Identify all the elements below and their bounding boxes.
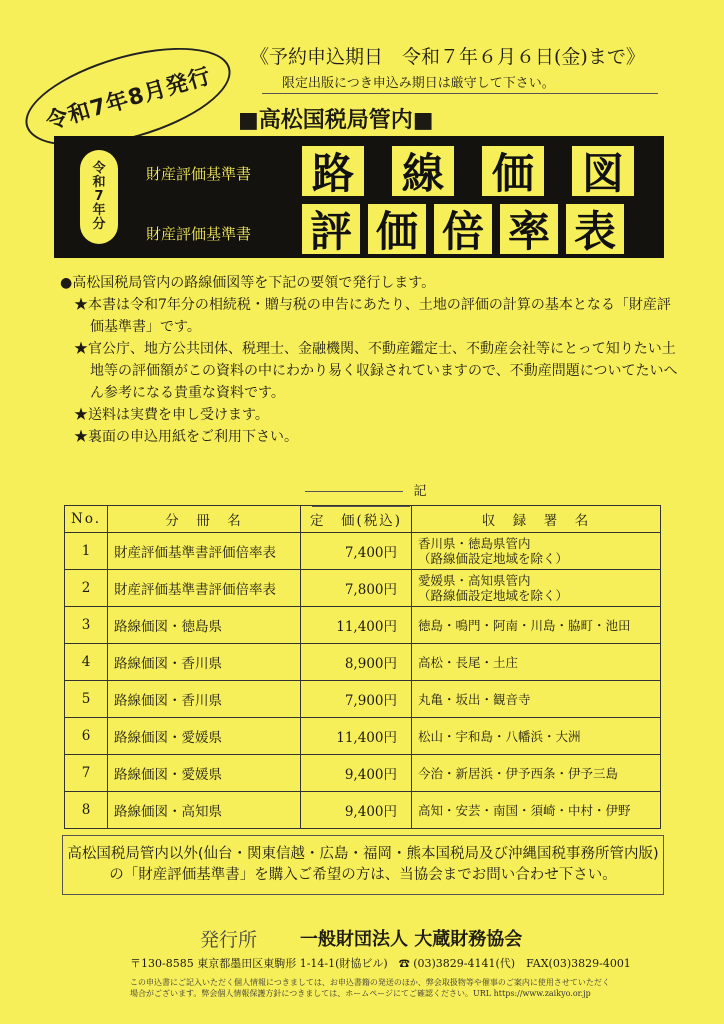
publisher-contact: 〒130-8585 東京都墨田区東駒形 1-14-1(財協ビル) ☎ (03)3829-4141(代) FAX(03)3829-4001 (130, 957, 631, 970)
cell-no: 8 (65, 792, 108, 829)
cell-areas: 高知・安芸・南国・須崎・中村・伊野 (412, 792, 661, 829)
cell-no: 2 (65, 570, 108, 607)
col-title: 分 冊 名 (108, 506, 301, 533)
publisher-label: 発行所 (200, 929, 258, 951)
cell-no: 6 (65, 718, 108, 755)
divider (262, 93, 658, 94)
cell-areas: 松山・宇和島・八幡浜・大洲 (412, 718, 661, 755)
cell-name: 路線価図・高知県 (108, 792, 301, 829)
intro-text (60, 272, 680, 448)
cell-price: 7,400円 (301, 533, 412, 570)
cell-name: 路線価図・香川県 (108, 681, 301, 718)
privacy-note: この申込書にご記入いただく個人情報につきましては、お申込書籍の発送のほか、弊会取扱物等や催事のご案内に使用させていただく場合がございます。弊会個人情報保護方針につきましては、ホームページにてご確認ください。URL https://www.zaikyo.or.jp (130, 978, 610, 998)
col-price: 定 価(税込) (301, 506, 412, 533)
cell-name: 財産評価基準書評価倍率表 (108, 533, 301, 570)
table-row (65, 792, 661, 829)
other-regions-notice: 高松国税局管内以外(仙台・関東信越・広島・福岡・熊本国税局及び沖縄国税事務所管内版)の「財産評価基準書」を購入ご希望の方は、当協会までお問い合わせ下さい。 (62, 835, 664, 895)
table-row (65, 755, 661, 792)
publication-table (64, 505, 661, 829)
cell-price: 7,900円 (301, 681, 412, 718)
intro-point-2: ★官公庁、地方公共団体、税理士、金融機関、不動産鑑定士、不動産会社等にとって知りたい土地等の評価額がこの資料の中にわかり易く収録されていますので、不動産問題についてたいへん参考になる貴重な資料です。 (74, 341, 678, 401)
intro-point-3: ★送料は実費を申し受けます。 (74, 407, 269, 423)
cell-price: 8,900円 (301, 644, 412, 681)
ki-heading: 記 (240, 480, 482, 514)
banner-subtitle-2: 財産評価基準書 (146, 225, 252, 243)
cell-name: 路線価図・徳島県 (108, 607, 301, 644)
cell-name: 路線価図・愛媛県 (108, 755, 301, 792)
cell-no: 4 (65, 644, 108, 681)
table-row (65, 718, 661, 755)
table-row (65, 570, 661, 607)
title-rosenkazu: 路 線 価 図 (302, 146, 654, 196)
cell-price: 7,800円 (301, 570, 412, 607)
cell-areas: 愛媛県・高知県管内 （路線価設定地域を除く） (412, 570, 661, 607)
intro-point-4: ★裏面の申込用紙をご利用下さい。 (74, 429, 298, 445)
cell-areas: 徳島・鳴門・阿南・川島・脇町・池田 (412, 607, 661, 644)
intro-point-1: ★本書は令和7年分の相続税・贈与税の申告にあたり、土地の評価の計算の基本となる「財産評価基準書」です。 (74, 297, 671, 335)
cell-no: 5 (65, 681, 108, 718)
cell-name: 財産評価基準書評価倍率表 (108, 570, 301, 607)
cell-areas: 香川県・徳島県管内 （路線価設定地域を除く） (412, 533, 661, 570)
cell-no: 1 (65, 533, 108, 570)
table-row (65, 644, 661, 681)
region-heading: ■高松国税局管内■ (238, 108, 434, 133)
col-offices: 収 録 署 名 (412, 506, 661, 533)
cell-price: 11,400円 (301, 718, 412, 755)
banner-subtitle-1: 財産評価基準書 (146, 165, 252, 183)
deadline-note: 限定出版につき申込み期日は厳守して下さい。 (282, 76, 555, 91)
intro-lead: ●高松国税局管内の路線価図等を下記の要領で発行します。 (60, 275, 436, 291)
cell-no: 3 (65, 607, 108, 644)
col-no: No. (65, 506, 108, 533)
cell-price: 9,400円 (301, 755, 412, 792)
cell-name: 路線価図・香川県 (108, 644, 301, 681)
cell-areas: 高松・長尾・土庄 (412, 644, 661, 681)
table-header-row (65, 506, 661, 533)
issue-date-stamp: 令和7年8月発行 (15, 28, 241, 165)
year-badge: 令 和 7 年 分 (80, 150, 118, 244)
cell-areas: 今治・新居浜・伊予西条・伊予三島 (412, 755, 661, 792)
table-row (65, 607, 661, 644)
reservation-deadline: 《予約申込期日 令和７年６月６日(金)まで》 (250, 46, 645, 68)
cell-no: 7 (65, 755, 108, 792)
table-row (65, 533, 661, 570)
cell-price: 11,400円 (301, 607, 412, 644)
cell-price: 9,400円 (301, 792, 412, 829)
publisher-name: 一般財団法人 大蔵財務協会 (300, 929, 523, 950)
cell-areas: 丸亀・坂出・観音寺 (412, 681, 661, 718)
cell-name: 路線価図・愛媛県 (108, 718, 301, 755)
title-hyoka-bairitsu: 評 価 倍 率 表 (302, 204, 624, 254)
table-row (65, 681, 661, 718)
